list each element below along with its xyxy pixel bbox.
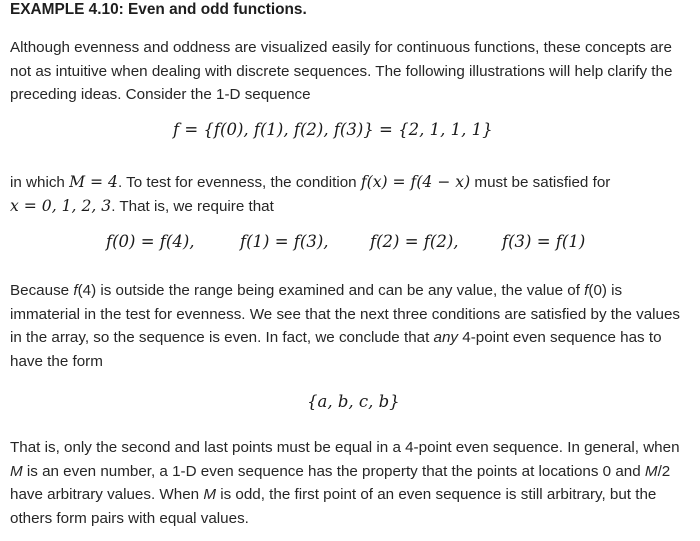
condition-paragraph: [10, 171, 692, 218]
conclusion-paragraph: [10, 279, 692, 373]
conclusion-any: any: [433, 329, 459, 347]
closing-paragraph: [10, 436, 692, 530]
requirement-equation: f(1) = f(3),: [240, 232, 329, 251]
condition-text-1: in which: [10, 174, 70, 191]
conclusion-text-2: (4) is outside the range being examined and can be any value, the value of: [77, 282, 585, 299]
requirement-equation: f(3) = f(1): [502, 232, 586, 251]
sequence-equation: f = {f(0), f(1), f(2), f(3)} = {2, 1, 1, 1}: [173, 120, 493, 139]
form-equation: {a, b, c, b}: [307, 392, 400, 411]
closing-m-2: M: [644, 462, 658, 480]
closing-text-2: is an even number, a 1-D even sequence has the property that the points at locations 0 and: [22, 462, 645, 480]
example-title: EXAMPLE 4.10: Even and odd functions.: [10, 1, 307, 18]
closing-text-3: /2 have arbitrary values. When: [10, 462, 671, 504]
conclusion-text-3: (0) is immaterial in the test for evenness. We see that the next three conditions are satisfied by the values in the array, so the sequence is even. In fact, we conclude that: [10, 282, 681, 347]
conclusion-f0: f: [584, 282, 589, 299]
closing-text-1: That is, only the second and last points must be equal in a 4-point even sequence. In general, when: [10, 439, 680, 456]
requirement-equation: f(2) = f(2),: [370, 232, 459, 251]
condition-text-4: . That is, we require that: [111, 197, 274, 215]
condition-math-m: M = 4: [69, 173, 118, 191]
intro-paragraph: Although evenness and oddness are visualized easily for continuous functions, these concepts are not as intuitive when dealing with discrete sequences. The following illustrations will help clarify the preceding ideas. Consider the 1-D sequence: [10, 39, 673, 104]
closing-m-1: M: [10, 462, 23, 480]
conclusion-text-4: 4-point even sequence has to have the form: [10, 329, 662, 370]
conclusion-f4: f: [73, 282, 78, 299]
conclusion-text-1: Because: [10, 282, 74, 299]
requirement-equation: f(0) = f(4),: [106, 232, 195, 251]
condition-text-3: must be satisfied for: [470, 174, 611, 191]
condition-text-2: . To test for evenness, the condition: [117, 174, 361, 191]
closing-text-4: is odd, the first point of an even sequence is still arbitrary, but the others form pairs with equal values.: [10, 486, 657, 527]
condition-math-fx: f(x) = f(4 − x): [360, 173, 471, 191]
condition-math-x: x = 0, 1, 2, 3: [10, 196, 112, 215]
closing-m-3: M: [203, 486, 216, 504]
